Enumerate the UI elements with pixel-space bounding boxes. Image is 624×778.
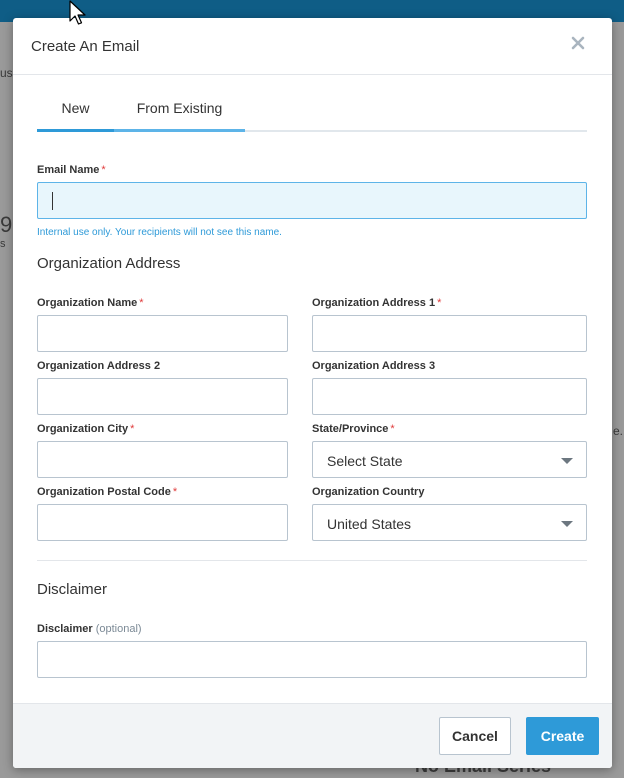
disclaimer-label-text: Disclaimer — [37, 623, 93, 635]
background-text: 9 — [0, 212, 13, 237]
state-province-select[interactable] — [312, 441, 587, 478]
create-button[interactable]: Create — [526, 717, 599, 755]
organization-address-2-input[interactable] — [37, 378, 288, 415]
organization-address-1-label — [312, 297, 441, 309]
cancel-button[interactable]: Cancel — [439, 717, 511, 755]
create-email-dialog — [13, 18, 612, 768]
organization-address-3-label: Organization Address 3 — [312, 360, 436, 372]
required-marker: * — [101, 164, 106, 176]
dialog-footer — [13, 703, 612, 768]
mouse-pointer-icon — [69, 0, 89, 28]
disclaimer-input[interactable] — [37, 641, 587, 678]
background-text: us — [0, 66, 13, 80]
organization-address-1-label-text: Organization Address 1 — [312, 297, 436, 309]
required-marker: * — [437, 297, 442, 309]
chevron-down-icon — [561, 458, 573, 464]
email-name-label-text: Email Name — [37, 164, 100, 176]
email-name-hint: Internal use only. Your recipients will not see this name. — [37, 227, 282, 238]
postal-code-label — [37, 486, 177, 498]
organization-address-heading: Organization Address — [37, 255, 181, 272]
disclaimer-label — [37, 623, 142, 635]
postal-code-label-text: Organization Postal Code — [37, 486, 171, 498]
email-name-label — [37, 164, 106, 176]
organization-name-label-text: Organization Name — [37, 297, 138, 309]
optional-marker: (optional) — [95, 623, 142, 635]
organization-address-2-label: Organization Address 2 — [37, 360, 161, 372]
state-province-label-text: State/Province — [312, 423, 389, 435]
email-name-input[interactable] — [37, 182, 587, 219]
organization-country-label: Organization Country — [312, 486, 425, 498]
section-divider — [37, 560, 587, 561]
tab-bar — [37, 100, 587, 132]
chevron-down-icon — [561, 521, 573, 527]
state-province-label — [312, 423, 395, 435]
country-select-value: United States — [327, 516, 412, 532]
organization-name-label — [37, 297, 144, 309]
required-marker: * — [139, 297, 144, 309]
text-caret — [52, 192, 53, 210]
required-marker: * — [130, 423, 135, 435]
close-icon[interactable] — [570, 35, 586, 51]
disclaimer-heading: Disclaimer — [37, 581, 108, 598]
organization-name-input[interactable] — [37, 315, 288, 352]
organization-address-1-input[interactable] — [312, 315, 587, 352]
postal-code-input[interactable] — [37, 504, 288, 541]
organization-country-select[interactable] — [312, 504, 587, 541]
tab-new[interactable]: New — [37, 100, 114, 132]
organization-address-3-input[interactable] — [312, 378, 587, 415]
close-icon-glyph — [570, 35, 586, 51]
state-select-value: Select State — [327, 453, 403, 469]
dialog-header — [13, 18, 612, 75]
organization-city-input[interactable] — [37, 441, 288, 478]
organization-city-label-text: Organization City — [37, 423, 129, 435]
background-text: e. — [613, 424, 624, 438]
background-text: s — [0, 238, 6, 250]
organization-city-label — [37, 423, 134, 435]
dialog-title: Create An Email — [31, 38, 140, 55]
tab-from-existing[interactable]: From Existing — [114, 100, 245, 132]
required-marker: * — [172, 486, 178, 498]
required-marker: * — [390, 423, 395, 435]
